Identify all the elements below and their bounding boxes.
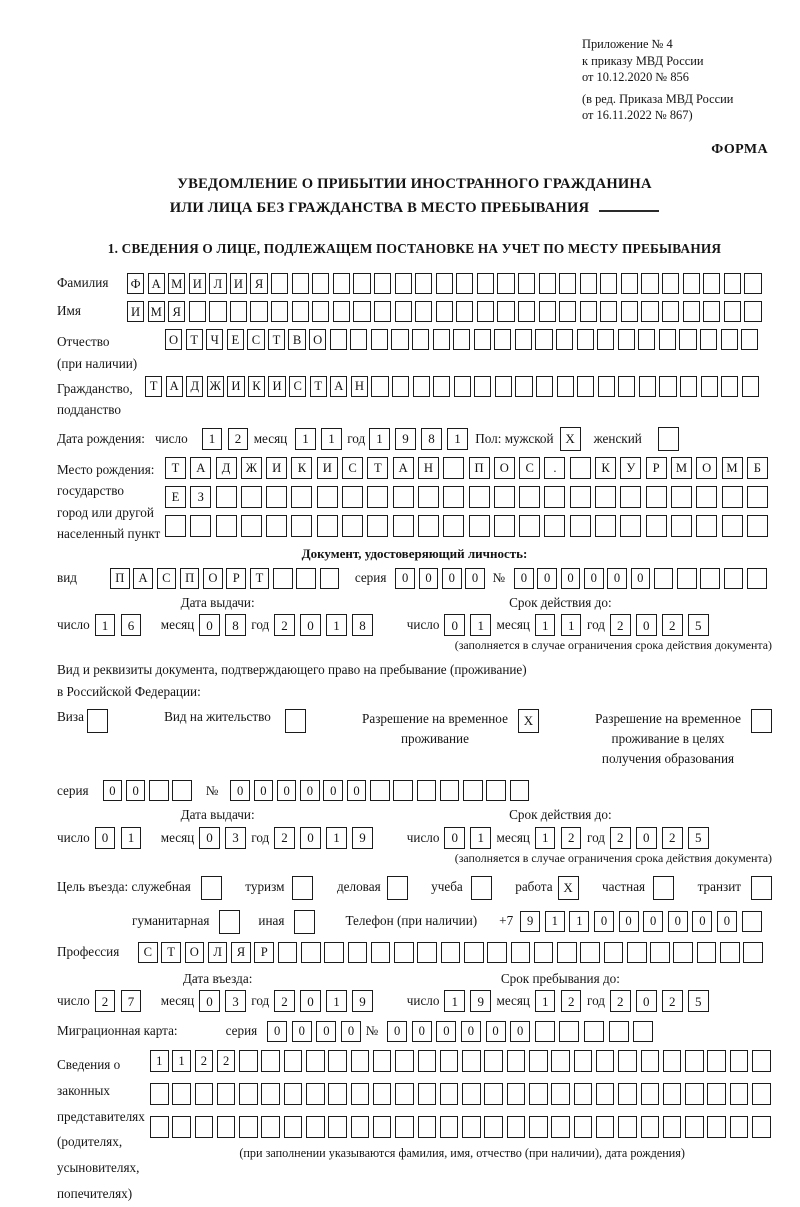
birth-month-input[interactable]: 1 1 <box>295 428 347 450</box>
temp-residence-edu-label3: получения образования <box>601 750 735 766</box>
year-label: год <box>251 992 270 1008</box>
temp-residence-label2: проживание <box>400 730 469 746</box>
resdoc-issue-month-input[interactable]: 0 3 <box>199 827 251 849</box>
iddoc-valid-year-input[interactable]: 2 0 2 5 <box>610 614 714 636</box>
representatives-label2: законных <box>57 1082 110 1098</box>
section1-heading: 1. СВЕДЕНИЯ О ЛИЦЕ, ПОДЛЕЖАЩЕМ ПОСТАНОВКЕ НА УЧЕТ ПО МЕСТУ ПРЕБЫВАНИЯ <box>107 240 722 256</box>
iddoc-valid-note: (заполняется в случае ограничения срока действия документа) <box>454 638 772 653</box>
iddoc-valid-date-group <box>407 595 714 637</box>
stay-month-input[interactable]: 1 2 <box>535 990 587 1012</box>
patronymic-note: (при наличии) <box>57 355 138 371</box>
representatives-label4: (родителях, <box>57 1134 123 1150</box>
entry-month-input[interactable]: 0 3 <box>199 990 251 1012</box>
iddoc-issue-heading: Дата выдачи: <box>180 594 255 610</box>
migcard-number-input[interactable]: 0 0 0 0 0 0 <box>387 1021 658 1042</box>
purpose-tourism-checkbox[interactable] <box>292 876 313 900</box>
resdoc-valid-note: (заполняется в случае ограничения срока действия документа) <box>454 850 772 865</box>
year-label: год <box>586 829 605 845</box>
phone-prefix: +7 <box>499 913 514 929</box>
birth-day-input[interactable]: 1 2 <box>202 428 254 450</box>
day-label: число <box>57 992 90 1008</box>
surname-input[interactable]: Ф А М И Л И Я <box>127 273 765 294</box>
resdoc-option-temp-residence <box>362 709 539 749</box>
iddoc-series-label: серия <box>354 569 387 585</box>
form-title-line2: ИЛИ ЛИЦА БЕЗ ГРАЖДАНСТВА В МЕСТО ПРЕБЫВАНИЯ <box>57 196 772 220</box>
resdoc-issue-heading: Дата выдачи: <box>180 807 255 823</box>
iddoc-heading: Документ, удостоверяющий личность: <box>301 546 528 562</box>
purpose-other-label: иная <box>258 913 285 929</box>
sex-male-label: Пол: мужской <box>475 430 554 446</box>
entry-day-input[interactable]: 2 7 <box>95 990 147 1012</box>
day-label: число <box>57 829 90 845</box>
day-label: число <box>406 829 440 845</box>
month-label: месяц <box>160 992 195 1008</box>
resdoc-option-temp-residence-edu <box>595 709 772 768</box>
stay-year-input[interactable]: 2 0 2 5 <box>610 990 714 1012</box>
iddoc-issue-day-input[interactable]: 1 6 <box>95 614 147 636</box>
appendix-revision-line: (в ред. Приказа МВД России <box>582 91 734 106</box>
temp-residence-edu-label2: проживание в целях <box>611 730 725 746</box>
birth-year-label: год <box>347 430 366 446</box>
firstname-label: Имя <box>57 303 81 319</box>
temp-residence-edu-checkbox[interactable] <box>751 709 772 733</box>
purpose-private-checkbox[interactable] <box>653 876 674 900</box>
patronymic-input[interactable]: О Т Ч Е С Т В О <box>165 329 762 350</box>
stay-until-group <box>407 971 714 1013</box>
residence-permit-checkbox[interactable] <box>285 709 306 733</box>
appendix-line: от 10.12.2020 № 856 <box>582 70 689 85</box>
entry-heading: Дата въезда: <box>182 970 253 986</box>
profession-label: Профессия <box>57 943 120 959</box>
temp-residence-label1: Разрешение на временное <box>362 710 508 726</box>
purpose-study-checkbox[interactable] <box>471 876 492 900</box>
appendix-line: к приказу МВД России <box>582 53 704 68</box>
year-label: год <box>586 616 605 632</box>
representatives-label1: Сведения о <box>57 1057 121 1073</box>
phone-input[interactable]: 9 1 1 0 0 0 0 0 0 <box>520 911 766 932</box>
phone-label: Телефон (при наличии) <box>345 913 478 929</box>
resdoc-series-label: серия <box>57 782 89 798</box>
resdoc-valid-month-input[interactable]: 1 2 <box>535 827 587 849</box>
resdoc-series-input[interactable]: 0 0 <box>103 780 196 801</box>
form-title <box>57 172 772 220</box>
resdoc-valid-day-input[interactable]: 0 1 <box>444 827 496 849</box>
birthdate-label: Дата рождения: <box>57 430 145 446</box>
birthplace-label-city2: населенный пункт <box>57 525 161 541</box>
resdoc-valid-heading: Срок действия до: <box>509 807 612 823</box>
appendix-reference <box>582 36 772 124</box>
representatives-caption: (при заполнении указываются фамилия, имя, отчество (при наличии), дата рождения) <box>239 1146 685 1161</box>
purpose-other-checkbox[interactable] <box>294 910 315 934</box>
form-title-line1: УВЕДОМЛЕНИЕ О ПРИБЫТИИ ИНОСТРАННОГО ГРАЖДАНИНА <box>177 175 652 192</box>
purpose-transit-label: транзит <box>697 879 742 895</box>
visa-label: Виза <box>57 708 84 724</box>
representatives-row2-input[interactable] <box>150 1083 774 1105</box>
purpose-work-checkbox[interactable]: X <box>558 876 579 900</box>
representatives-label5: усыновителях, <box>57 1160 140 1176</box>
sex-female-label: женский <box>593 430 642 446</box>
iddoc-series-input[interactable]: 0 0 0 0 <box>395 568 488 589</box>
patronymic-label: Отчество <box>57 334 110 350</box>
month-label: месяц <box>160 829 195 845</box>
year-label: год <box>251 616 270 632</box>
birth-year-input[interactable]: 1 9 8 1 <box>369 428 473 450</box>
resdoc-option-residence-permit <box>164 709 306 733</box>
purpose-private-label: частная <box>602 879 646 895</box>
resdoc-option-visa <box>57 709 108 733</box>
day-label: число <box>406 616 440 632</box>
temp-residence-checkbox[interactable]: X <box>518 709 539 733</box>
citizenship-label2: подданство <box>57 402 121 418</box>
migcard-series-input[interactable]: 0 0 0 0 <box>267 1021 365 1042</box>
birth-day-label: число <box>154 430 188 446</box>
purpose-business-label: деловая <box>336 879 381 895</box>
visa-checkbox[interactable] <box>87 709 108 733</box>
stay-heading: Срок пребывания до: <box>500 970 620 986</box>
representatives-label6: попечителях) <box>57 1185 133 1201</box>
representatives-label3: представителях <box>57 1108 145 1124</box>
temp-residence-edu-label1: Разрешение на временное <box>595 710 741 726</box>
resdoc-number-input[interactable]: 0 0 0 0 0 0 <box>230 780 533 801</box>
day-label: число <box>406 992 440 1008</box>
representatives-row3-input[interactable] <box>150 1116 774 1138</box>
purpose-work-label: работа <box>515 879 553 895</box>
purpose-business-checkbox[interactable] <box>387 876 408 900</box>
stay-day-input[interactable]: 1 9 <box>444 990 496 1012</box>
resdoc-line1: Вид и реквизиты документа, подтверждающего право на пребывание (проживание) <box>57 661 527 677</box>
purpose-transit-checkbox[interactable] <box>751 876 772 900</box>
resdoc-issue-date-group <box>57 807 378 849</box>
resdoc-line2: в Российской Федерации: <box>57 684 201 700</box>
month-label: месяц <box>496 992 530 1008</box>
migcard-label: Миграционная карта: <box>57 1023 178 1039</box>
month-label: месяц <box>496 616 530 632</box>
iddoc-number-label: № <box>492 569 506 585</box>
day-label: число <box>57 616 90 632</box>
profession-input[interactable]: С Т О Л Я Р <box>138 942 767 963</box>
representatives-row1-input[interactable]: 1 1 2 2 <box>150 1050 774 1072</box>
surname-label: Фамилия <box>57 275 109 291</box>
firstname-input[interactable]: И М Я <box>127 301 765 322</box>
entry-year-input[interactable]: 2 0 1 9 <box>274 990 378 1012</box>
iddoc-valid-month-input[interactable]: 1 1 <box>535 614 587 636</box>
purpose-humanitarian-label: гуманитарная <box>132 913 210 929</box>
iddoc-issue-year-input[interactable]: 2 0 1 8 <box>274 614 378 636</box>
form-label: ФОРМА <box>711 142 768 158</box>
purpose-label: Цель въезда: служебная <box>57 879 191 895</box>
iddoc-issue-month-input[interactable]: 0 8 <box>199 614 251 636</box>
purpose-humanitarian-checkbox[interactable] <box>219 910 240 934</box>
iddoc-valid-heading: Срок действия до: <box>509 594 612 610</box>
birth-month-label: месяц <box>253 430 288 446</box>
purpose-official-checkbox[interactable] <box>201 876 222 900</box>
birthplace-row3-input[interactable] <box>165 515 772 537</box>
sex-male-checkbox[interactable]: X <box>560 427 581 451</box>
entry-date-group <box>57 971 378 1013</box>
migcard-number-label: № <box>365 1023 379 1039</box>
resdoc-issue-day-input[interactable]: 0 1 <box>95 827 147 849</box>
iddoc-valid-day-input[interactable]: 0 1 <box>444 614 496 636</box>
appendix-revision-line: от 16.11.2022 № 867) <box>582 108 693 123</box>
resdoc-number-label: № <box>205 782 219 798</box>
migcard-series-label: серия <box>225 1023 258 1039</box>
birthplace-row2-input[interactable]: Е З <box>165 486 772 508</box>
purpose-study-label: учеба <box>431 879 463 895</box>
residence-permit-label: Вид на жительство <box>164 708 271 724</box>
sex-female-checkbox[interactable] <box>658 427 679 451</box>
year-label: год <box>251 829 270 845</box>
appendix-line: Приложение № 4 <box>582 37 673 51</box>
year-label: год <box>586 992 605 1008</box>
month-label: месяц <box>160 616 195 632</box>
resdoc-valid-year-input[interactable]: 2 0 2 5 <box>610 827 714 849</box>
resdoc-valid-date-group <box>407 807 714 849</box>
title-blank-line <box>599 197 659 211</box>
iddoc-type-label: вид <box>57 569 77 585</box>
iddoc-type-input[interactable]: П А С П О Р Т <box>110 568 343 589</box>
month-label: месяц <box>496 829 530 845</box>
resdoc-issue-year-input[interactable]: 2 0 1 9 <box>274 827 378 849</box>
iddoc-issue-date-group <box>57 595 378 637</box>
iddoc-number-input[interactable]: 0 0 0 0 0 0 <box>514 568 770 589</box>
birthplace-label: Место рождения: <box>57 461 155 477</box>
birthplace-row1-input[interactable]: Т А Д Ж И К И С Т А Н П О С . К У Р М О М Б <box>165 457 772 479</box>
citizenship-input[interactable]: Т А Д Ж И К И С Т А Н <box>145 376 762 397</box>
citizenship-label: Гражданство, <box>57 381 133 397</box>
birthplace-label-city1: город или другой <box>57 504 154 520</box>
purpose-tourism-label: туризм <box>245 879 285 895</box>
birthplace-label-state: государство <box>57 483 124 499</box>
